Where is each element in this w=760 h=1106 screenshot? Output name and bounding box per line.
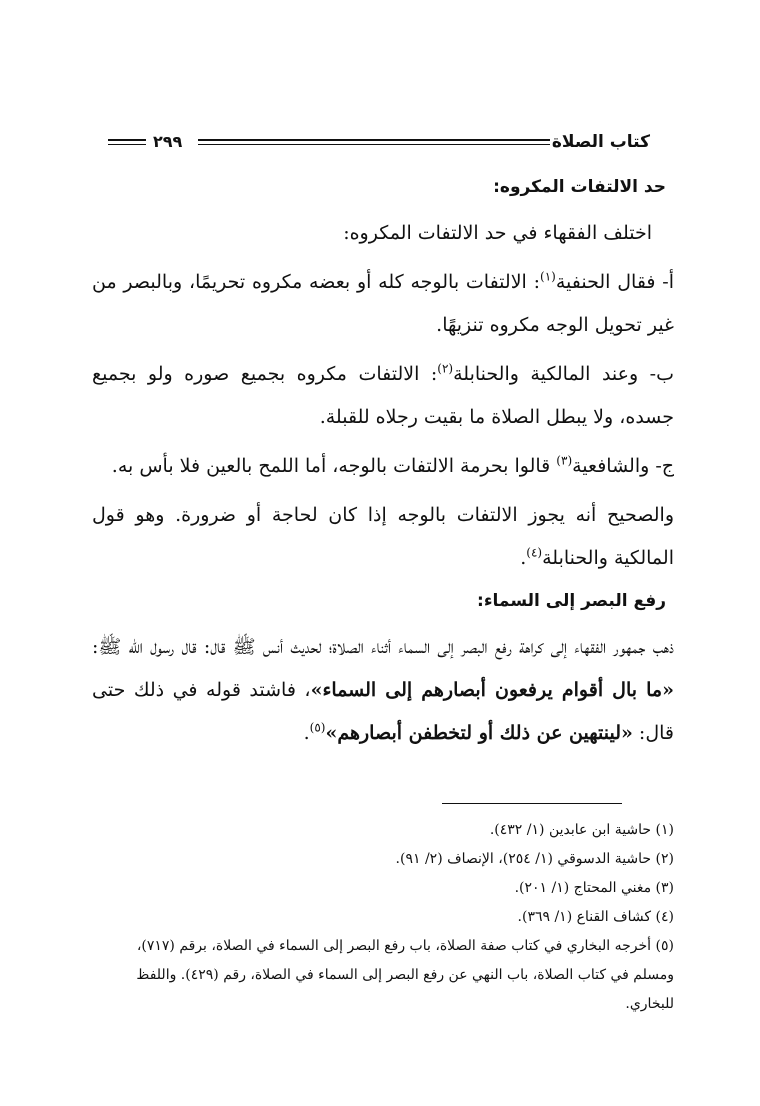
paragraph-raf-albasar — [92, 626, 674, 755]
hanafi-text: : الالتفات بالوجه كله أو بعضه مكروه تحريمًا، وبالبصر من غير تحويل الوجه مكروه تنزيهًا. — [92, 271, 674, 336]
footnote-1: (١) حاشية ابن عابدين (١/ ٤٣٢). — [489, 822, 674, 838]
paragraph-hanafi — [92, 261, 674, 347]
paragraph-intro-text: اختلف الفقهاء في حد الالتفات المكروه: — [343, 222, 652, 244]
paragraph-shafii — [92, 445, 674, 488]
footnote-4: (٤) كشاف القناع (١/ ٣٦٩). — [517, 909, 674, 925]
footnote-ref-2: (٢) — [437, 361, 454, 376]
footnotes — [92, 816, 674, 1019]
section-heading-iltifat: حد الالتفات المكروه: — [493, 177, 666, 197]
shafii-text: قالوا بحرمة الالتفات بالوجه، أما اللمح بالعين فلا بأس به. — [111, 455, 557, 477]
footnote-separator — [442, 803, 622, 804]
footnote-ref-3: (٣) — [556, 453, 573, 468]
paragraph-maliki-hanbali — [92, 353, 674, 439]
maliki-lead: ب- وعند المالكية والحنابلة — [453, 363, 674, 385]
page-number: ٢٩٩ — [153, 132, 183, 151]
footnote-5: (٥) أخرجه البخاري في كتاب صفة الصلاة، باب رفع البصر إلى السماء في الصلاة، برقم (٧١٧)، ومسلم في كتاب الصلاة، باب النهي عن رفع البصر إلى السماء في الصلاة، رقم (٤٢٩). واللفظ للبخاري. — [136, 938, 674, 1012]
header-rule — [198, 139, 550, 145]
sahih-end: . — [520, 547, 527, 569]
header-title: كتاب الصلاة — [551, 132, 650, 152]
shafii-lead: ج- والشافعية — [572, 455, 674, 477]
raf-text-a: ذهب جمهور الفقهاء إلى كراهة رفع البصر إلى السماء أثناء الصلاة؛ لحديث أنس ﷺ قال: قال رسول الله ﷺ: — [92, 636, 674, 658]
hadith-quote-1: «ما بال أقوام يرفعون أبصارهم إلى السماء» — [310, 679, 674, 701]
page-body — [92, 172, 674, 761]
footnote-ref-4: (٤) — [526, 545, 543, 560]
running-header — [108, 128, 650, 160]
paragraph-sahih — [92, 494, 674, 580]
paragraph-intro — [92, 212, 674, 255]
raf-end: . — [303, 722, 310, 744]
footnote-ref-1: (١) — [540, 269, 556, 284]
footnote-ref-5: (٥) — [309, 720, 326, 735]
header-rule-short — [108, 139, 146, 145]
hadith-quote-2: «لينتهين عن ذلك أو لتخطفن أبصارهم» — [325, 722, 633, 744]
maliki-text: : الالتفات مكروه بجميع صوره ولو بجميع جسده، ولا يبطل الصلاة ما بقيت رجلاه للقبلة. — [92, 363, 674, 428]
footnote-3: (٣) مغني المحتاج (١/ ٢٠١). — [514, 880, 674, 896]
hanafi-lead: أ- فقال الحنفية — [555, 271, 675, 293]
section-heading-raf-albasar: رفع البصر إلى السماء: — [477, 591, 666, 611]
footnote-2: (٢) حاشية الدسوقي (١/ ٢٥٤)، الإنصاف (٢/ ٩١). — [395, 851, 674, 867]
raf-text-b: ، فاشتد قوله في ذلك حتى قال: — [92, 679, 674, 744]
sahih-text: والصحيح أنه يجوز الالتفات بالوجه إذا كان لحاجة أو ضرورة. وهو قول المالكية والحنابلة — [92, 504, 674, 569]
